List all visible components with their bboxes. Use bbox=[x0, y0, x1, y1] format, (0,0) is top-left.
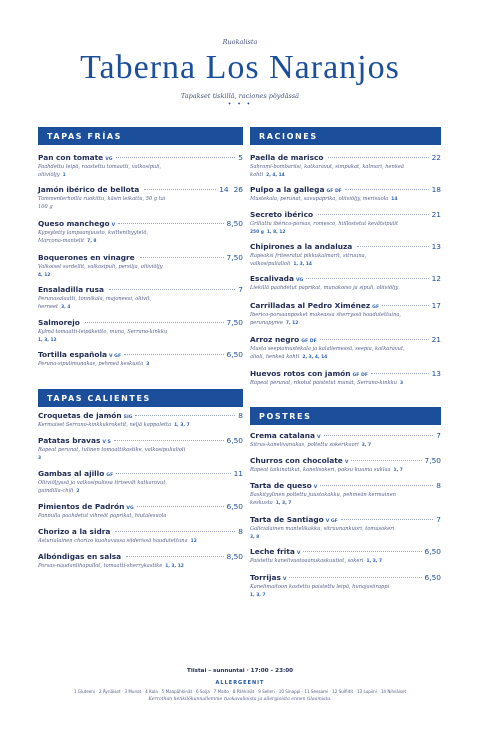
item-tags: V GF bbox=[325, 519, 338, 524]
item-price: 8,50 bbox=[226, 219, 243, 228]
allergen-entry: · 2 Äyriäiset bbox=[95, 689, 120, 694]
item-name: Tarta de Santiago bbox=[250, 515, 324, 524]
dotted-leader bbox=[303, 551, 421, 552]
item-tags: VG bbox=[126, 506, 134, 511]
item-description: Paahdettu leipä, raastettu tomaatti, valkosipuli, bbox=[38, 164, 162, 170]
menu-item bbox=[38, 285, 243, 311]
item-allergens: 1, 3, 7 bbox=[250, 592, 266, 598]
item-description: Rapeat perunat, tulinen tomaattikastike, valkosipulialioli bbox=[38, 447, 186, 453]
item-price: 7 bbox=[238, 285, 243, 294]
item-price: 14 bbox=[219, 185, 229, 194]
item-allergens: 1, 3, 7 bbox=[275, 500, 292, 506]
allergens-heading: ALLERGEENIT bbox=[215, 680, 265, 686]
item-name: Albóndigas en salsa bbox=[38, 552, 122, 561]
menu-item bbox=[38, 502, 243, 521]
dotted-leader bbox=[328, 157, 428, 158]
ornament-dots: • • • bbox=[227, 101, 253, 108]
item-description: Valkoiset sardellit, valkosipuli, persilja, oliiviöljy bbox=[38, 264, 163, 270]
item-description: Kanelimaitoon kastettu paistettu leipä, hunajasiirappi bbox=[250, 584, 390, 590]
item-description: Liekillä paahdetut paprikat, munakoiso ja sipuli, oliiviöljy bbox=[250, 285, 399, 291]
dotted-leader bbox=[306, 278, 428, 279]
item-price: 7,50 bbox=[424, 456, 441, 465]
item-name: Boquerones en vinagre bbox=[38, 253, 135, 262]
opening-hours: Tiistai – sunnuntai · 17:00 – 23:00 bbox=[187, 668, 293, 674]
section-postres bbox=[250, 407, 441, 607]
item-tags: VG bbox=[295, 278, 304, 283]
item-name: Jamón ibérico de bellota bbox=[38, 185, 140, 194]
menu-item bbox=[250, 515, 441, 541]
menu-item bbox=[38, 552, 243, 571]
item-description: Galicialainen mantelikakku, sitruunankuori, tomusokeri bbox=[250, 526, 395, 532]
menu-item bbox=[38, 185, 243, 211]
section-heading: TAPAS FRÍAS bbox=[38, 127, 243, 145]
item-tags: GF DF bbox=[326, 189, 342, 194]
menu-item bbox=[250, 301, 441, 327]
menu-item bbox=[250, 185, 441, 204]
item-tags: V bbox=[317, 435, 321, 440]
item-allergens: 2, 3, 4, 14 bbox=[302, 354, 328, 360]
section-heading: POSTRES bbox=[250, 407, 441, 425]
item-allergens: 3 bbox=[146, 362, 150, 367]
item-name: Leche frita bbox=[250, 547, 295, 556]
dotted-leader bbox=[118, 223, 223, 224]
item-allergens: 3, 7 bbox=[361, 443, 372, 448]
item-description: Kylmä tomaatti-leipäkeitto, muna, Serrano-kinkku bbox=[38, 329, 168, 335]
dotted-leader bbox=[345, 189, 429, 190]
item-description-line2: perunapyree bbox=[250, 319, 283, 326]
item-tags: V bbox=[296, 551, 301, 556]
item-description-line2: herneet bbox=[38, 303, 59, 310]
item-name: Ensaladilla rusa bbox=[38, 285, 104, 294]
item-price: 7 bbox=[436, 515, 441, 524]
item-name: Gambas al ajillo bbox=[38, 469, 105, 478]
allergen-entry: · 4 Kala bbox=[141, 689, 158, 694]
item-allergens: 3, 8 bbox=[250, 534, 260, 540]
item-name: Patatas bravas bbox=[38, 436, 101, 445]
dotted-leader bbox=[318, 214, 429, 215]
item-allergens: 1, 3, 7 bbox=[366, 559, 383, 564]
item-price: 21 bbox=[431, 335, 441, 344]
item-allergens: 3 bbox=[400, 381, 404, 386]
item-price: 6,50 bbox=[424, 573, 441, 582]
item-tags: GF bbox=[106, 473, 114, 478]
item-description: Iberico-porsaanposket makeassa sherryssä haudutettuina, bbox=[250, 312, 402, 318]
dotted-leader bbox=[126, 556, 223, 557]
dotted-leader bbox=[382, 305, 429, 306]
item-allergens: 1, 3, 7 bbox=[174, 423, 190, 428]
dotted-leader bbox=[357, 246, 428, 247]
item-tags: V bbox=[111, 223, 116, 228]
item-description: Sitrus-kanelivanukas, poltettu sokerikuori bbox=[250, 442, 359, 448]
menu-item bbox=[38, 350, 243, 369]
allergen-entry: · 14 Nilviäiset bbox=[377, 689, 406, 694]
item-price: 5 bbox=[238, 153, 243, 162]
dotted-leader bbox=[144, 189, 216, 190]
menu-kicker: Ruokalista bbox=[222, 38, 258, 46]
item-allergens: 1, 8, 12 bbox=[266, 229, 286, 235]
item-price: 7,50 bbox=[226, 253, 243, 262]
item-description-line2: kohti bbox=[250, 171, 264, 178]
item-price: 6,50 bbox=[226, 350, 243, 359]
allergen-entry: · 8 Pähkinät bbox=[229, 689, 254, 694]
menu-item bbox=[250, 547, 441, 566]
item-allergens: 1, 3, 12 bbox=[38, 337, 57, 343]
item-name: Churros con chocolate bbox=[250, 456, 343, 465]
item-allergens: 2, 4, 14 bbox=[266, 172, 285, 178]
menu-item bbox=[38, 469, 243, 495]
item-name: Secreto ibérico bbox=[250, 210, 314, 219]
dotted-leader bbox=[135, 415, 235, 416]
item-price: 17 bbox=[431, 301, 441, 310]
item-description: Kermaiset Serrano-kinkkukroketit, neljä kappaletta bbox=[38, 422, 172, 428]
allergen-entry: · 6 Soija bbox=[192, 689, 210, 694]
restaurant-title: Taberna Los Naranjos bbox=[80, 49, 400, 86]
item-price: 12 bbox=[431, 274, 441, 283]
item-name: Torrijas bbox=[250, 573, 281, 582]
item-description: Kypsytetty lampaanjuusto, kvittenihyytelö, bbox=[38, 230, 149, 236]
menu-item bbox=[38, 436, 243, 462]
allergen-entry: · 7 Maito bbox=[210, 689, 229, 694]
menu-item bbox=[38, 411, 243, 430]
allergen-entry: · 5 Maapähkinät bbox=[158, 689, 192, 694]
menu-item bbox=[250, 573, 441, 599]
item-description: Peruna-sipulimunakas, pehmeä keskusta bbox=[38, 361, 144, 367]
item-description: Rapeat perunat, rikotut paistetut munat, Serrano-kinkku bbox=[250, 380, 398, 386]
menu-item bbox=[250, 242, 441, 268]
allergen-entry: · 10 Sinappi bbox=[275, 689, 301, 694]
item-price: 8 bbox=[238, 527, 243, 536]
allergen-entry: · 11 Seesami bbox=[300, 689, 328, 694]
item-name: Huevos rotos con jamón bbox=[250, 369, 351, 378]
item-price: 21 bbox=[431, 210, 441, 219]
section-heading: TAPAS CALIENTES bbox=[38, 389, 243, 407]
item-name: Croquetas de jamón bbox=[38, 411, 122, 420]
item-name: Arroz negro bbox=[250, 335, 300, 344]
item-description: Rapeaksi friteeratut pikkukalmarit, sitruuna, bbox=[250, 253, 367, 259]
section-tapas-calientes bbox=[38, 389, 243, 589]
item-name: Chorizo a la sidra bbox=[38, 527, 111, 536]
menu-item bbox=[38, 527, 243, 546]
menu-item bbox=[38, 318, 243, 344]
section-raciones bbox=[250, 127, 441, 392]
item-description: Perunasalaatti, tonnikala, majoneesi, oliivit, bbox=[38, 296, 152, 302]
allergen-entry: · 12 Sulfiitit bbox=[328, 689, 353, 694]
dotted-leader bbox=[124, 354, 223, 355]
item-name: Pulpo a la gallega bbox=[250, 185, 325, 194]
item-description: Oliiviöljyssä ja valkosipulissa tirisevät katkaravut, bbox=[38, 480, 168, 486]
item-allergens: 1 bbox=[62, 172, 66, 178]
menu-item bbox=[38, 153, 243, 179]
item-name: Pan con tomate bbox=[38, 153, 104, 162]
item-tags: V bbox=[313, 485, 318, 490]
section-tapas-frias bbox=[38, 127, 243, 367]
item-price: 8 bbox=[436, 481, 441, 490]
item-description: Musta seepiamustekala ja kalaliemessä, seepia, katkaravut, bbox=[250, 346, 405, 352]
item-name: Pimientos de Padrón bbox=[38, 502, 125, 511]
item-description-line2: keskusta bbox=[250, 499, 273, 506]
dotted-leader bbox=[351, 460, 421, 461]
item-name: Tortilla española bbox=[38, 350, 108, 359]
item-allergens: 4, 12 bbox=[38, 272, 51, 278]
item-allergens: 1, 3, 14 bbox=[293, 261, 312, 267]
item-allergens: 3, 4 bbox=[61, 304, 71, 310]
item-price-large: 26 bbox=[233, 185, 243, 194]
item-description-line2: alioli, henkeä kohti bbox=[250, 353, 300, 360]
item-price: 7,50 bbox=[226, 318, 243, 327]
dotted-leader bbox=[320, 485, 433, 486]
allergen-entry: · 9 Selleri bbox=[254, 689, 275, 694]
dotted-leader bbox=[320, 339, 429, 340]
item-description: Porsas-naudanlihapullat, tomaatti-sherrykastike bbox=[38, 563, 163, 569]
item-name: Queso manchego bbox=[38, 219, 110, 228]
item-allergens: 14 bbox=[391, 197, 398, 202]
item-allergens: 1, 3, 12 bbox=[165, 564, 184, 569]
item-price: 13 bbox=[431, 242, 441, 251]
item-price: 8,50 bbox=[226, 552, 243, 561]
section-heading: RACIONES bbox=[250, 127, 441, 145]
dotted-leader bbox=[289, 577, 421, 578]
item-allergens: 7, 8 bbox=[87, 238, 97, 244]
item-name: Chipirones a la andaluza bbox=[250, 242, 353, 251]
dotted-leader bbox=[137, 506, 224, 507]
allergen-entry: · 3 Munat bbox=[121, 689, 142, 694]
item-price: 6,50 bbox=[226, 436, 243, 445]
item-price: 13 bbox=[431, 369, 441, 378]
item-price: 7 bbox=[436, 431, 441, 440]
item-description-line2: guindilla-chili bbox=[38, 487, 74, 494]
item-description: Baskityylinen poltettu juustokakku, pehmeän kermainen bbox=[250, 492, 397, 498]
item-name: Tarta de queso bbox=[250, 481, 312, 490]
item-description: Mustekala, perunat, savupaprika, oliiviöljy, merisuola bbox=[250, 196, 389, 202]
item-price: 22 bbox=[431, 153, 441, 162]
dotted-leader bbox=[324, 435, 434, 436]
dotted-leader bbox=[109, 289, 235, 290]
menu-item bbox=[250, 210, 441, 236]
dotted-leader bbox=[114, 440, 224, 441]
dotted-leader bbox=[85, 322, 224, 323]
item-name: Paella de marisco bbox=[250, 153, 324, 162]
item-allergens: 1, 7 bbox=[393, 468, 403, 473]
item-price: 11 bbox=[233, 469, 243, 478]
item-description: Tammenterhoilla ruokittu, käsin leikattu, 50 g tai bbox=[38, 196, 166, 202]
menu-item bbox=[250, 456, 441, 475]
menu-item bbox=[250, 369, 441, 388]
allergen-legend bbox=[8, 689, 472, 694]
menu-item bbox=[250, 335, 441, 361]
item-description: Grillattu ibérico-porsas, romesco, hiillostetut kevätsipulit bbox=[250, 221, 399, 227]
item-description-line2: valkosipulialioli bbox=[250, 260, 291, 267]
item-name: Escalivada bbox=[250, 274, 294, 283]
item-tags: VG bbox=[105, 157, 113, 162]
item-description-line2: oliiviöljy bbox=[38, 171, 60, 178]
item-tags: V S bbox=[102, 440, 111, 445]
allergy-note: Kerrothan henkilökunnallemme ruokavalioista ja allergioista ennen tilaamista. bbox=[148, 697, 332, 702]
item-description-line2: 100 g bbox=[38, 203, 53, 210]
menu-item bbox=[38, 253, 243, 279]
menu-item bbox=[250, 153, 441, 179]
item-price: 8 bbox=[238, 411, 243, 420]
dotted-leader bbox=[116, 157, 236, 158]
item-name: Carrilladas al Pedro Ximénez bbox=[250, 301, 371, 310]
item-description: Rapeat taikinatikut, kanelisokeri, paksu kuuma suklaa bbox=[250, 467, 391, 473]
item-price: 6,50 bbox=[226, 502, 243, 511]
item-tags: V bbox=[344, 460, 349, 465]
menu-item bbox=[250, 274, 441, 293]
item-description: Asturialainen chorizo kuohuvassa siiderissä haudutettuna bbox=[38, 538, 188, 544]
item-name: Salmorejo bbox=[38, 318, 80, 327]
item-allergens: 3 bbox=[38, 455, 42, 461]
item-description: Paistettu kanelivuotoaanukaskuutiot, sokeri bbox=[250, 558, 364, 564]
dotted-leader bbox=[116, 473, 230, 474]
item-tags: GF DF bbox=[301, 339, 317, 344]
item-description: Sahrami-bombariisi, katkaravut, simpukat, kalmari, henkeä bbox=[250, 164, 404, 170]
menu-item bbox=[250, 431, 441, 450]
item-tags: GF bbox=[372, 305, 380, 310]
dotted-leader bbox=[140, 257, 224, 258]
dotted-leader bbox=[341, 519, 434, 520]
item-description: Pannulla paahdetut vihreät paprikat, hiutalesuola bbox=[38, 513, 167, 519]
item-tags: V GF bbox=[109, 354, 122, 359]
dotted-leader bbox=[371, 373, 429, 374]
item-tags: V bbox=[282, 577, 287, 582]
item-tags: GF DF bbox=[352, 373, 368, 378]
allergen-entry: 1 Gluteeni bbox=[73, 689, 96, 694]
item-allergens: 7, 12 bbox=[285, 320, 299, 326]
menu-item bbox=[250, 481, 441, 507]
item-name: Crema catalana bbox=[250, 431, 315, 440]
item-price: 18 bbox=[431, 185, 441, 194]
item-price: 6,50 bbox=[424, 547, 441, 556]
item-allergens: 2 bbox=[76, 488, 80, 494]
item-tags: SIG bbox=[123, 415, 133, 420]
item-allergens: 12 bbox=[190, 539, 197, 544]
restaurant-tagline: Tapakset tiskillä, raciones pöydässä bbox=[180, 92, 300, 100]
allergen-entry: · 13 Lupiini bbox=[353, 689, 377, 694]
menu-item bbox=[38, 219, 243, 245]
item-description-line2: Marcona-mantelit bbox=[38, 237, 85, 244]
dotted-leader bbox=[115, 531, 235, 532]
item-description-line2: 250 g bbox=[250, 229, 264, 235]
